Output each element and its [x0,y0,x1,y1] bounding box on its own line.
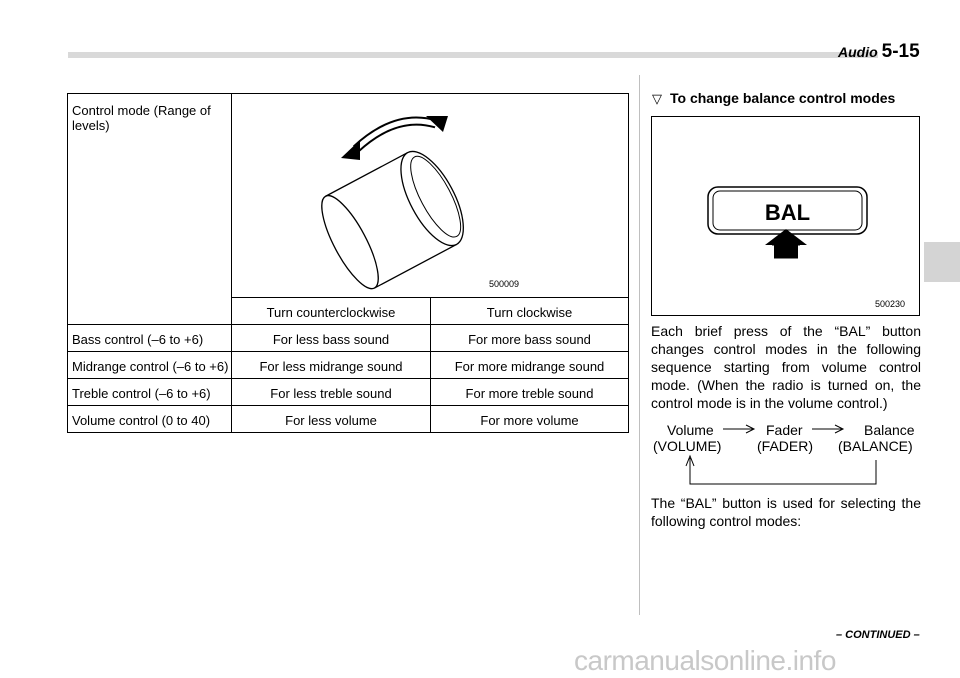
watermark-text: carmanualsonline.info [574,645,836,676]
figure-code: 500230 [875,299,906,309]
table-divider [231,297,628,298]
table-header-label: Control mode (Range of levels) [72,103,211,133]
table-divider [68,324,628,325]
arrow-left-icon [341,140,360,160]
table-divider [68,405,628,406]
row-cw: For more treble sound [465,386,594,401]
column-divider [639,75,640,615]
page-number: 5-15 [881,41,920,62]
row-ccw: For less volume [285,413,377,428]
section-heading-text: To change balance control modes [670,90,896,106]
bal-button-figure [651,116,920,316]
flow-arrows [650,420,925,490]
table-divider [68,351,628,352]
row-ccw: For less midrange sound [259,359,403,374]
flow-step-sub: (FADER) [757,438,813,454]
row-mode: Bass control (–6 to +6) [72,332,204,347]
figure-code: 500009 [489,279,520,289]
flow-step-sub: (VOLUME) [653,438,722,454]
control-table [67,93,629,433]
row-ccw: For less bass sound [272,332,390,347]
arrow-right-icon [812,425,843,433]
row-cw: For more volume [480,413,579,428]
row-mode: Midrange control (–6 to +6) [72,359,229,374]
row-mode: Volume control (0 to 40) [72,413,211,428]
section-heading [652,90,895,107]
column-header-cw: Turn clockwise [486,305,573,320]
table-divider [68,378,628,379]
page-header [838,41,920,63]
flow-step-sub: (BALANCE) [838,438,913,454]
return-arrow-icon [686,456,876,484]
column-header-ccw: Turn counterclockwise [266,305,396,320]
arrow-right-icon [723,425,754,433]
bal-button-label: BAL [764,200,811,225]
flow-step-label: Volume [667,422,714,438]
row-cw: For more midrange sound [454,359,605,374]
table-divider [231,94,232,432]
flow-step-label: Balance [864,422,915,438]
flow-step-label: Fader [766,422,803,438]
row-cw: For more bass sound [468,332,591,347]
row-mode: Treble control (–6 to +6) [72,386,211,401]
section-name: Audio [838,44,878,60]
body-paragraph: Each brief press of the “BAL” button changes control modes in the following sequence starting from volume control mode. (When the radio is turned on, the control mode is in the volume control.) [651,323,921,411]
triangle-marker-icon: ▽ [652,91,662,106]
header-rule [68,52,878,58]
row-ccw: For less treble sound [270,386,392,401]
chapter-tab [924,242,960,282]
knob-illustration [308,102,528,292]
continued-note: – CONTINUED – [836,629,920,641]
body-paragraph: The “BAL” button is used for selecting the following control modes: [651,495,921,529]
